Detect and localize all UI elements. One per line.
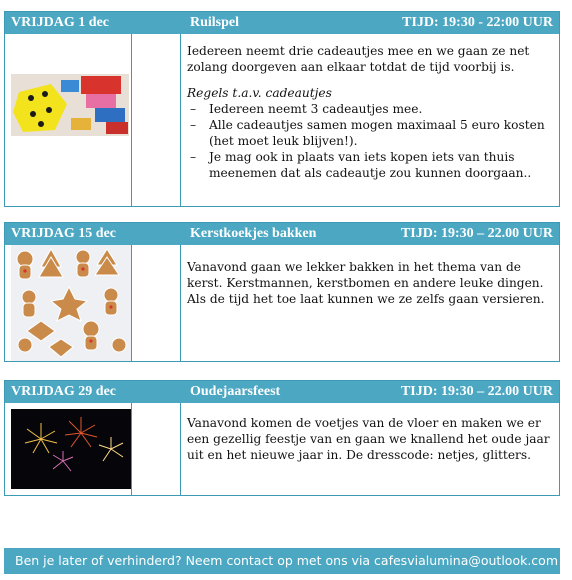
rules-list bbox=[187, 101, 553, 181]
event-header bbox=[5, 223, 559, 245]
image-cell bbox=[5, 403, 132, 495]
event-block-1 bbox=[4, 11, 560, 207]
event-content bbox=[187, 259, 553, 307]
gingerbread-image bbox=[11, 245, 131, 361]
list-item: – Je mag ook in plaats van iets kopen iets van thuis meenemen dat als cadeautje zou kunnen doorgaan.. bbox=[190, 150, 532, 180]
list-item: – Iedereen neemt 3 cadeautjes mee. bbox=[190, 102, 423, 116]
event-day: VRIJDAG 15 dec bbox=[11, 226, 116, 241]
image-cell bbox=[5, 34, 132, 206]
event-time: TIJD: 19:30 – 22.00 UUR bbox=[400, 384, 553, 399]
dice-candy-image bbox=[11, 74, 129, 136]
event-title: Kerstkoekjes bakken bbox=[190, 226, 317, 241]
event-text: Vanavond komen de voetjes van de vloer en maken we er een gezellig feestje van en gaan we knallend het oude jaar uit en het nieuwe jaar in. De dresscode: netjes, glitters. bbox=[187, 416, 550, 462]
event-block-2 bbox=[4, 222, 560, 362]
event-block-3 bbox=[4, 380, 560, 496]
spacer-cell bbox=[132, 403, 181, 495]
event-day: VRIJDAG 29 dec bbox=[11, 384, 116, 399]
event-header bbox=[5, 381, 559, 403]
rules-heading: Regels t.a.v. cadeautjes bbox=[187, 86, 332, 100]
event-content bbox=[187, 415, 553, 463]
spacer-cell bbox=[132, 34, 181, 206]
event-title: Ruilspel bbox=[190, 15, 240, 30]
event-time: TIJD: 19:30 - 22:00 UUR bbox=[402, 15, 553, 30]
fireworks-image bbox=[11, 409, 131, 489]
footer-contact-bar: Ben je later of verhinderd? Neem contact op met ons via cafesvialumina@outlook.com bbox=[4, 548, 560, 574]
event-content bbox=[187, 43, 553, 181]
event-text: Vanavond gaan we lekker bakken in het thema van de kerst. Kerstmannen, kerstbomen en andere leuke dingen. Als de tijd het toe laat kunnen we ze zelfs gaan versieren. bbox=[187, 260, 545, 306]
event-intro: Iedereen neemt drie cadeautjes mee en we gaan ze net zolang doorgeven aan elkaar totdat de tijd voorbij is. bbox=[187, 44, 530, 74]
event-header bbox=[5, 12, 559, 34]
event-title: Oudejaarsfeest bbox=[190, 384, 281, 399]
event-day: VRIJDAG 1 dec bbox=[11, 15, 109, 30]
image-cell bbox=[5, 245, 132, 361]
spacer-cell bbox=[132, 245, 181, 361]
event-time: TIJD: 19:30 – 22.00 UUR bbox=[400, 226, 553, 241]
list-item: – Alle cadeautjes samen mogen maximaal 5 euro kosten (het moet leuk blijven!). bbox=[190, 118, 545, 148]
